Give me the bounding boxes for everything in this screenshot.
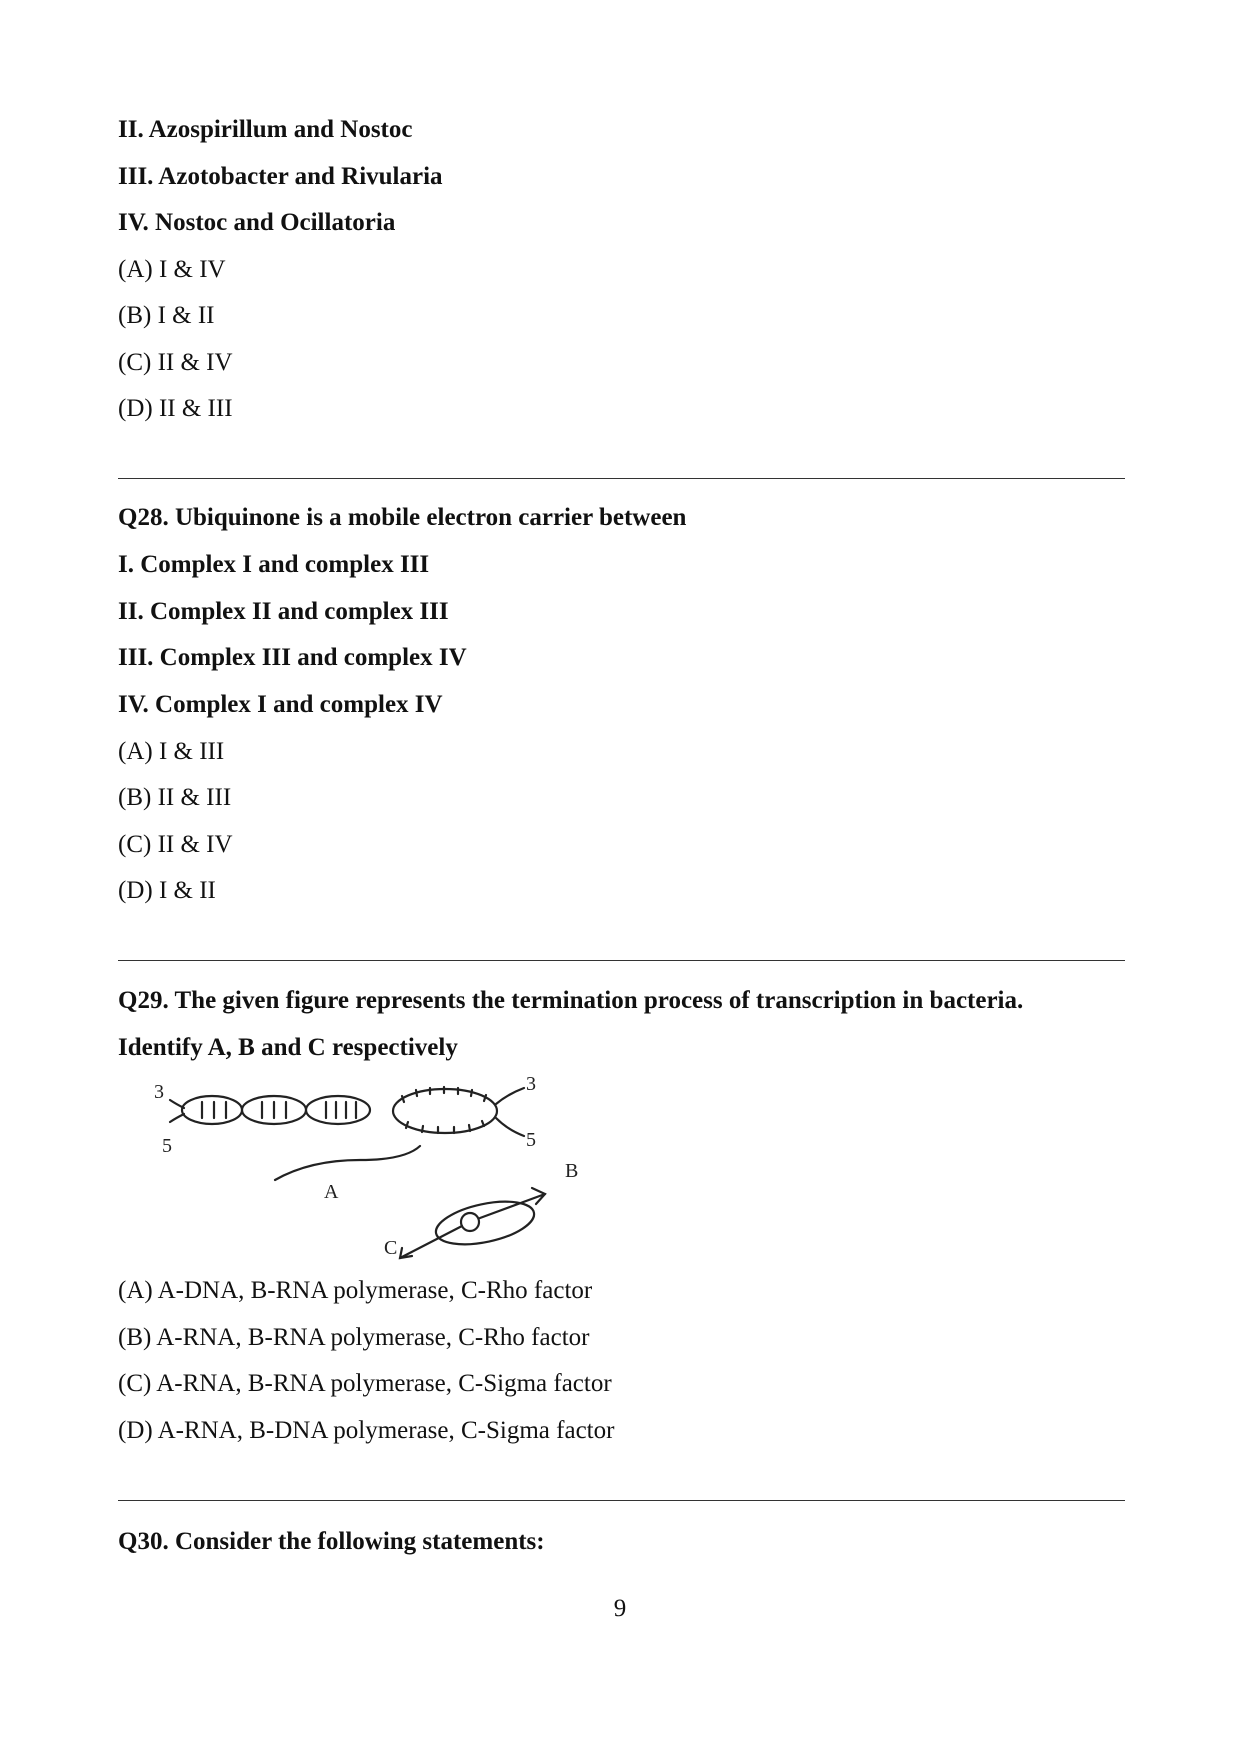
- q28-statement-3: III. Complex III and complex IV: [118, 644, 467, 671]
- dna-helix-turn-3: [306, 1096, 370, 1124]
- q27-statement-2: II. Azospirillum and Nostoc: [118, 116, 413, 143]
- q28-statement-1: I. Complex I and complex III: [118, 551, 430, 578]
- label-c: C: [384, 1237, 398, 1259]
- transcription-termination-figure: [140, 1070, 580, 1260]
- rho-factor-circle: [461, 1213, 479, 1231]
- page-number: 9: [613, 1595, 627, 1622]
- transcription-bubble: [393, 1089, 497, 1133]
- q27-option-a: (A) I & IV: [118, 256, 226, 283]
- dna-base-pairs-2: [262, 1102, 286, 1118]
- q27-statement-3: III. Azotobacter and Rivularia: [118, 163, 443, 190]
- q29-question: Q29. The given figure represents the termination process of transcription in bacteria.: [118, 987, 1024, 1014]
- q28-option-c: (C) II & IV: [118, 831, 233, 858]
- q29-option-a: (A) A-DNA, B-RNA polymerase, C-Rho factor: [118, 1277, 593, 1304]
- divider: [118, 1500, 1125, 1501]
- q29-question-line2: Identify A, B and C respectively: [118, 1034, 458, 1061]
- q30-question: Q30. Consider the following statements:: [118, 1528, 545, 1555]
- label-right-5prime: 5: [526, 1129, 536, 1151]
- rna-transcript-a: [275, 1146, 420, 1180]
- dna-strand-end-right-bottom: [496, 1118, 524, 1136]
- label-a: A: [324, 1181, 339, 1203]
- label-left-5prime: 5: [162, 1135, 172, 1157]
- dna-base-pairs-1: [202, 1102, 226, 1118]
- dna-base-pairs-3: [326, 1102, 356, 1118]
- q29-option-d: (D) A-RNA, B-DNA polymerase, C-Sigma factor: [118, 1417, 615, 1444]
- label-right-3prime: 3: [526, 1073, 536, 1095]
- q27-statement-4: IV. Nostoc and Ocillatoria: [118, 209, 396, 236]
- divider: [118, 478, 1125, 479]
- q28-statement-4: IV. Complex I and complex IV: [118, 691, 443, 718]
- q28-option-d: (D) I & II: [118, 877, 216, 904]
- label-b: B: [565, 1160, 579, 1182]
- q28-statement-2: II. Complex II and complex III: [118, 598, 449, 625]
- q29-option-b: (B) A-RNA, B-RNA polymerase, C-Rho factor: [118, 1324, 590, 1351]
- dna-strand-end-left-bottom: [170, 1114, 184, 1122]
- dna-helix-turn-1: [182, 1096, 242, 1124]
- q28-option-b: (B) II & III: [118, 784, 232, 811]
- label-left-3prime: 3: [154, 1081, 164, 1103]
- arrow-to-c: [400, 1226, 462, 1258]
- q27-option-d: (D) II & III: [118, 395, 233, 422]
- arrow-to-b: [480, 1194, 545, 1218]
- q28-option-a: (A) I & III: [118, 738, 225, 765]
- q27-option-c: (C) II & IV: [118, 349, 233, 376]
- bubble-ticks-bottom: [406, 1121, 484, 1133]
- q28-question: Q28. Ubiquinone is a mobile electron carrier between: [118, 504, 687, 531]
- divider: [118, 960, 1125, 961]
- dna-strand-end-right-top: [496, 1088, 524, 1104]
- q29-option-c: (C) A-RNA, B-RNA polymerase, C-Sigma factor: [118, 1370, 612, 1397]
- bubble-ticks-top: [402, 1087, 486, 1102]
- q27-option-b: (B) I & II: [118, 302, 215, 329]
